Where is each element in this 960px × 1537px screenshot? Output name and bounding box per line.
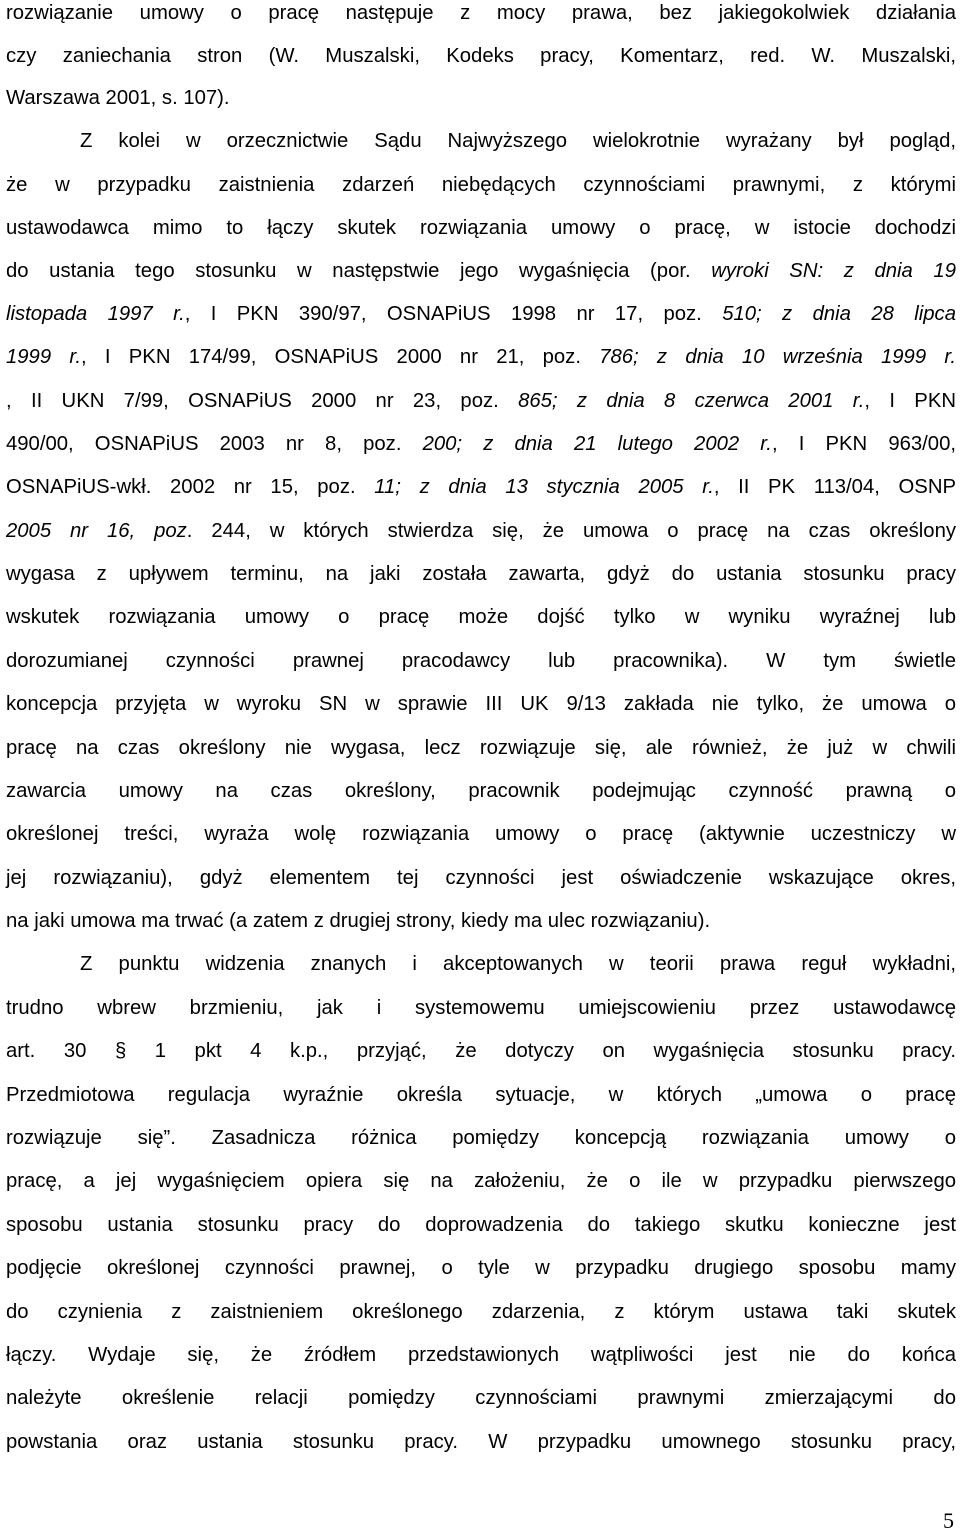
text-line: art. 30 § 1 pkt 4 k.p., przyjąć, że dotyczy on wygaśnięcia stosunku pracy. [6, 1040, 956, 1062]
text-line: wygasa z upływem terminu, na jaki została zawarta, gdyż do ustania stosunku pracy [6, 563, 956, 585]
text-line: trudno wbrew brzmieniu, jak i systemowemu umiejscowieniu przez ustawodawcę [6, 997, 956, 1019]
text-line: listopada 1997 r., I PKN 390/97, OSNAPiUS 1998 nr 17, poz. 510; z dnia 28 lipca [6, 303, 956, 325]
text-line: rozwiązanie umowy o pracę następuje z mocy prawa, bez jakiegokolwiek działania [6, 2, 956, 24]
text-line: , II UKN 7/99, OSNAPiUS 2000 nr 23, poz. 865; z dnia 8 czerwca 2001 r., I PKN [6, 390, 957, 412]
text-line: powstania oraz ustania stosunku pracy. W przypadku umownego stosunku pracy, [6, 1431, 956, 1453]
text-line: należyte określenie relacji pomiędzy czynnościami prawnymi zmierzającymi do [6, 1387, 956, 1409]
text-line: Z kolei w orzecznictwie Sądu Najwyższego wielokrotnie wyrażany był pogląd, [80, 130, 956, 152]
text-line: do czynienia z zaistnieniem określonego zdarzenia, z którym ustawa taki skutek [6, 1301, 956, 1323]
text-line: wskutek rozwiązania umowy o pracę może dojść tylko w wyniku wyraźnej lub [6, 606, 956, 628]
text-line: OSNAPiUS-wkł. 2002 nr 15, poz. 11; z dnia 13 stycznia 2005 r., II PK 113/04, OSNP [6, 476, 956, 498]
page-number: 5 [943, 1508, 954, 1533]
text-line: na jaki umowa ma trwać (a zatem z drugiej strony, kiedy ma ulec rozwiązaniu). [6, 910, 711, 932]
text-line: że w przypadku zaistnienia zdarzeń niebędących czynnościami prawnymi, z którymi [6, 174, 956, 196]
text-line: łączy. Wydaje się, że źródłem przedstawionych wątpliwości jest nie do końca [6, 1344, 956, 1366]
text-line: Warszawa 2001, s. 107). [6, 87, 230, 109]
text-line: sposobu ustania stosunku pracy do doprowadzenia do takiego skutku konieczne jest [6, 1214, 956, 1236]
text-line: ustawodawca mimo to łączy skutek rozwiązania umowy o pracę, w istocie dochodzi [6, 217, 956, 239]
text-line: jej rozwiązaniu), gdyż elementem tej czynności jest oświadczenie wskazujące okres, [6, 867, 956, 889]
text-line: koncepcja przyjęta w wyroku SN w sprawie III UK 9/13 zakłada nie tylko, że umowa o [6, 693, 956, 715]
text-line: czy zaniechania stron (W. Muszalski, Kodeks pracy, Komentarz, red. W. Muszalski, [6, 45, 956, 67]
text-line: określonej treści, wyraża wolę rozwiązania umowy o pracę (aktywnie uczestniczy w [6, 823, 956, 845]
text-line: podjęcie określonej czynności prawnej, o tyle w przypadku drugiego sposobu mamy [6, 1257, 956, 1279]
text-line: 2005 nr 16, poz. 244, w których stwierdza się, że umowa o pracę na czas określony [6, 520, 956, 542]
text-line: 490/00, OSNAPiUS 2003 nr 8, poz. 200; z dnia 21 lutego 2002 r., I PKN 963/00, [6, 433, 957, 455]
text-line: Przedmiotowa regulacja wyraźnie określa sytuacje, w których „umowa o pracę [6, 1084, 956, 1106]
text-line: pracę na czas określony nie wygasa, lecz rozwiązuje się, ale również, że już w chwili [6, 737, 956, 759]
text-line: pracę, a jej wygaśnięciem opiera się na założeniu, że o ile w przypadku pierwszego [6, 1170, 956, 1192]
text-line: Z punktu widzenia znanych i akceptowanych w teorii prawa reguł wykładni, [80, 953, 956, 975]
section-sign-glyph: § [114, 1040, 155, 1062]
text-line: dorozumianej czynności prawnej pracodawcy lub pracownika). W tym świetle [6, 650, 956, 672]
text-line: rozwiązuje się”. Zasadnicza różnica pomiędzy koncepcją rozwiązania umowy o [6, 1127, 956, 1149]
text-line: do ustania tego stosunku w następstwie jego wygaśnięcia (por. wyroki SN: z dnia 19 [6, 260, 956, 282]
text-line: 1999 r., I PKN 174/99, OSNAPiUS 2000 nr 21, poz. 786; z dnia 10 września 1999 r. [6, 346, 956, 368]
text-line: zawarcia umowy na czas określony, pracownik podejmując czynność prawną o [6, 780, 956, 802]
